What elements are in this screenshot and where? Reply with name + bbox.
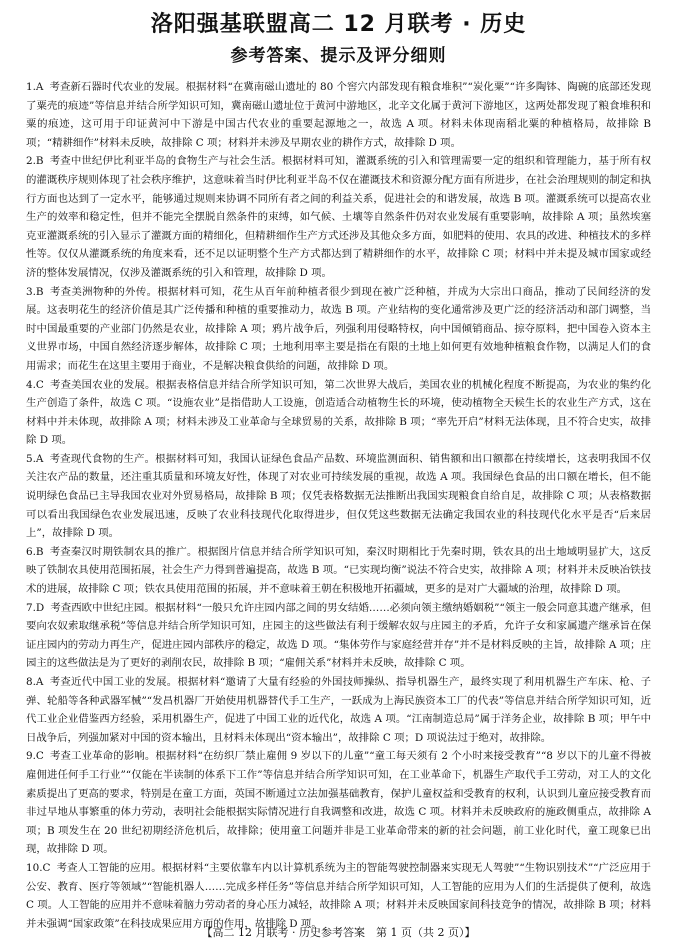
answer-number: 1. — [26, 81, 36, 93]
answer-item-6 — [26, 543, 651, 599]
page-title: 洛阳强基联盟高二 12 月联考 · 历史 — [150, 12, 527, 37]
answer-letter: C — [35, 378, 44, 391]
answer-number: 4. — [26, 378, 36, 391]
answer-item-8 — [26, 673, 651, 747]
answer-item-3 — [26, 283, 651, 376]
answer-text: 考查中世纪伊比利亚半岛的食物生产与社会生活。根据材料可知，灌溉系统的引入和管理需要一定的组织和管理能力，基于所有权的灌溉秩序规则体现了社会秩序维护，这意味着当时伊比利亚半岛不仅在灌溉技术和资源分配方面有所进步，在社会治理规则的制定和执行方面也达到了一定水平，能够通过规则来协调不同所有者之间的利益关系，促进社会的和谐发展，故选 B 项。灌溉系统可以提高农业生产的效率和稳定性，但并不能完全摆脱自然条件的束缚，如气候、土壤等自然条件仍对农业发展有重要影响，故排除 A 项；虽然埃塞克亚灌溉系统的引入显示了灌溉方面的精细化，但精耕细作生产方式还涉及其他众多方面，如肥料的使用、农具的改进、种植技术的多样性等。仅仅从灌溉系统的角度来看，还不足以证明整个生产方式都达到了精耕细作的水平，故排除 C 项；材料中并未提及城市国家或经济的整体发展情况，仅涉及灌溉系统的引入和管理，故排除 D 项。 — [26, 155, 651, 279]
answer-item-2 — [26, 152, 651, 282]
answer-letter: A — [35, 81, 44, 93]
answer-item-1 — [26, 78, 651, 152]
answer-number: 6. — [26, 545, 36, 558]
answer-item-4 — [26, 376, 651, 450]
answer-list — [26, 78, 651, 933]
answer-item-7 — [26, 599, 651, 673]
answer-text: 考查新石器时代农业的发展。根据材料“在冀南磁山遗址的 80 个窖穴内部发现有粮食堆积”“炭化粟”“许多陶钵、陶碗的底部还发现了粟壳的痕迹”等信息并结合所学知识可知，冀南磁山遗址位于黄河中游地区，北辛文化属于黄河下游地区，这两处都发现了粮食堆积和粟的痕迹，这可用于印证黄河中下游是中国古代农业的重要起源地之一，故选 A 项。材料未体现南稻北粟的种植格局，故排除 B 项；“精耕细作”材料未反映，故排除 C 项；材料并未涉及早期农业的耕作方式，故排除 D 项。 — [26, 81, 651, 149]
answer-item-5 — [26, 450, 651, 543]
page-subtitle: 参考答案、提示及评分细则 — [230, 46, 447, 66]
answer-letter: C — [35, 750, 44, 763]
answer-text: 考查近代中国工业的发展。根据材料“邀请了大量有经验的外国技师操纵、指导机器生产，最终实现了利用机器生产车床、枪、子弹、轮船等各种武器军械”“发昌机器厂开始使用机器替代手工生产，一跃成为上海民族资本工厂的代表”等信息并结合所学知识可知，近代工业企业借鉴西方经验，采用机器生产，促进了中国工业的近代化，故选 A 项。“江南制造总局”属于洋务企业，故排除 B 项；甲午中日战争后，列强加紧对中国的资本输出，且材料未体现出“资本输出”，故排除 C 项；D 项说法过于绝对，故排除。 — [26, 676, 651, 744]
answer-text: 考查秦汉时期铁制农具的推广。根据图片信息并结合所学知识可知，秦汉时期相比于先秦时期，铁农具的出土地域明显扩大，这反映了铁制农具使用范围拓展，社会生产力得到普遍提高，故选 B 项。“已实现均衡”说法不符合史实，故排除 A 项；材料并未反映冶铁技术的进展，故排除 C 项；铁农具使用范围的拓展，并不意味着王朝在积极地开拓疆域，更多的是对广大疆域的治理，故排除 D 项。 — [26, 545, 651, 596]
answer-number: 9. — [26, 750, 36, 763]
answer-letter: D — [35, 601, 45, 614]
answer-number: 2. — [26, 155, 36, 168]
answer-text: 考查现代食物的生产。根据材料可知，我国认证绿色食品产品数、环境监测面积、销售额和出口额都在持续增长，这表明我国不仅关注农产品的数量，还注重其质量和环境友好性，体现了对农业可持续发展的重视，故选 A 项。我国绿色食品的出口额在增长，但不能说明绿色食品已主导我国农业对外贸易格局，故排除 B 项；仅凭表格数据无法推断出我国实现粮食自给自足，故排除 C 项；从表格数据可以看出我国绿色农业发展迅速，反映了农业科技现代化取得进步，但仅凭这些数据无法确定我国农业的科技现代化水平是否“后来居上”，故排除 D 项。 — [26, 452, 651, 540]
answer-number: 10. — [26, 861, 43, 874]
answer-letter: B — [35, 155, 44, 168]
answer-item-10 — [26, 859, 651, 933]
answer-text: 考查工业革命的影响。根据材料“在纺织厂禁止雇佣 9 岁以下的儿童”“童工每天须有 2 个小时来接受教育”“8 岁以下的儿童不得被雇佣进任何手工行业”“仅能在半读制的体系下工作”等信息并结合所学知识可知，在工业革命下，机器生产取代手工劳动，对工人的文化素质提出了更高的要求，特别是在童工方面，英国不断通过立法加强基础教育，保护儿童权益和受教育的权利，认识到儿童应接受教育而非过早地从事繁重的体力劳动，表明社会能根据实际情况进行自我调整和改进，故选 C 项。材料并未反映政府的施政侧重点，故排除 A 项；B 项发生在 20 世纪初期经济危机后，故排除；使用童工问题并非是工业革命带来的新的社会问题，前工业化时代，童工现象已出现，故排除 D 项。 — [26, 750, 651, 856]
answer-text: 考查人工智能的应用。根据材料“主要依靠车内以计算机系统为主的智能驾驶控制器来实现无人驾驶”“生物识别技术”“广泛应用于公安、教育、医疗等领域”“智能机器人……完成多样任务”等信息并结合所学知识可知，人工智能的应用为人们的生活提供了便利，故选 C 项。人工智能的应用并不意味着脑力劳动者的身心压力减轻，故排除 A 项；材料并未反映国家间科技竞争的情况，故排除 B 项；材料并未强调“国家政策”在科技成果应用方面的作用，故排除 D 项。 — [26, 861, 651, 930]
answer-text: 考查美国农业的发展。根据表格信息并结合所学知识可知，第二次世界大战后，美国农业的机械化程度不断提高，为农业的集约化生产创造了条件，故选 C 项。“设施农业”是指借助人工设施，创造适合动植物生长的环境，使动植物全天候生长的农业生产方式，这在材料中并未体现，故排除 A 项；材料未涉及工业革命与全球贸易的关系，故排除 B 项；“率先开启”材料无法体现，且不符合史实，故排除 D 项。 — [26, 378, 651, 447]
answer-letter: B — [35, 285, 44, 298]
answer-number: 8. — [26, 676, 36, 688]
answer-letter: A — [35, 676, 44, 688]
answer-item-9 — [26, 747, 651, 859]
answer-number: 5. — [26, 452, 36, 465]
answer-number: 3. — [26, 285, 36, 298]
answer-number: 7. — [26, 601, 36, 614]
answer-letter: A — [35, 452, 44, 465]
answer-text: 考查美洲物种的外传。根据材料可知，花生从百年前种植者很少到现在被广泛种植，并成为大宗出口商品，推动了民间经济的发展。这表明花生的经济价值是其广泛传播和种植的重要推动力，故选 B 项。产业结构的变化通常涉及更广泛的经济活动和部门调整，当时中国最重要的产业部门仍然是农业，故排除 A 项；鸦片战争后，列强利用侵略特权，向中国倾销商品、掠夺原料，把中国卷入资本主义世界市场，中国自然经济逐步解体，故排除 C 项；土地利用率主要是指在有限的土地上如何更有效地种植粮食作物，以满足人们的食用需求；而花生在这里主要用于商业，不是解决粮食供给的问题，故排除 D 项。 — [26, 285, 651, 372]
answer-text: 考查西欧中世纪庄园。根据材料“一般只允许庄园内部之间的男女结婚……必须向领主缴纳婚姻税”“领主一般会同意其遗产继承，但要向农奴索取继承税”等信息并结合所学知识可知，庄园主的这些做法有利于缓解农奴与庄园主的矛盾，允许子女和家属遗产继承旨在保证庄园内的劳动力再生产，促进庄园内部秩序的稳定，故选 D 项。“集体劳作与家庭经营并存”并不是材料反映的主旨，故排除 A 项；庄园主的这些做法是为了更好的剥削农民，故排除 B 项；“雇佣关系”材料并未反映，故排除 C 项。 — [26, 601, 651, 670]
answer-letter: B — [35, 545, 44, 558]
answer-letter: C — [42, 861, 51, 874]
page-footer: 【高二 12 月联考 · 历史参考答案 第 1 页（共 2 页）】 — [201, 926, 476, 939]
